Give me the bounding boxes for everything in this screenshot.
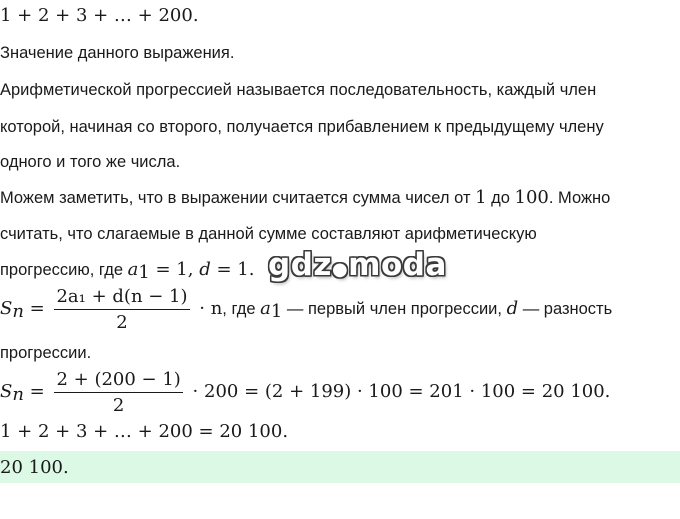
result-line: 1 + 2 + 3 + … + 200 = 20 100. [0,421,289,442]
intro-line-3: которой, начиная со второго, получается прибавлением к предыдущему члену [0,118,604,136]
intro-line-1: Значение данного выражения. [0,44,235,62]
formula-multiplier: · n [193,297,223,319]
formula-d: d [506,297,519,319]
observation-text-a: Можем заметить, что в выражении считается сумма чисел от [0,189,476,207]
formula-text-c: — разность [518,299,613,318]
task-expression: 1 + 2 + 3 + … + 200. [0,5,199,26]
computed-fraction [54,369,182,416]
computed-lhs: S [0,380,13,402]
math-a: a [127,259,139,280]
formula-lhs-sub: n [12,300,24,322]
computed-lhs-sub: n [12,383,24,405]
formula-computed [0,369,610,416]
watermark-dot: ● [331,259,349,280]
formula-text-b: — первый член прогрессии, [282,299,507,318]
watermark-text-1: gdz [268,247,332,283]
watermark-logo [268,247,447,283]
math-a-sub: 1 [138,262,150,283]
watermark-text-2: moda [348,247,447,283]
observation-text-d: прогрессию, где [0,261,128,279]
formula-numerator: 2a₁ + d(n − 1) [54,286,189,310]
formula-a-sub: 1 [270,300,283,322]
computed-rest: · 200 = (2 + 199) · 100 = 201 · 100 = 20 100. [186,380,611,402]
intro-line-4: одного и того же числа. [0,153,181,171]
formula-text-a: , где [222,299,261,318]
formula-eq: = [23,297,51,319]
math-d-value: = 1. [210,259,255,280]
observation-line-2: считать, что слагаемые в данной сумме составляют арифметическую [0,225,537,243]
formula-denominator: 2 [116,312,128,333]
answer-value: 20 100. [0,457,69,478]
math-hundred: 100 [514,187,549,208]
math-one: 1 [475,187,487,208]
answer-box [0,451,680,483]
computed-eq: = [23,380,51,402]
observation-line-1 [0,187,610,208]
observation-text-b: до [486,189,515,207]
formula-general [0,286,612,333]
formula-general-line-2: прогрессии. [0,344,92,362]
computed-numerator: 2 + (200 − 1) [54,369,182,393]
math-d: d [199,259,211,280]
computed-denominator: 2 [112,395,125,416]
intro-line-2: Арифметической прогрессией называется последовательность, каждый член [0,81,597,99]
math-a-value: = 1, [149,259,200,280]
observation-line-3 [0,259,254,283]
observation-text-c: . Можно [548,189,611,207]
formula-a: a [260,297,271,319]
formula-lhs: S [0,297,13,319]
formula-fraction [54,286,189,333]
